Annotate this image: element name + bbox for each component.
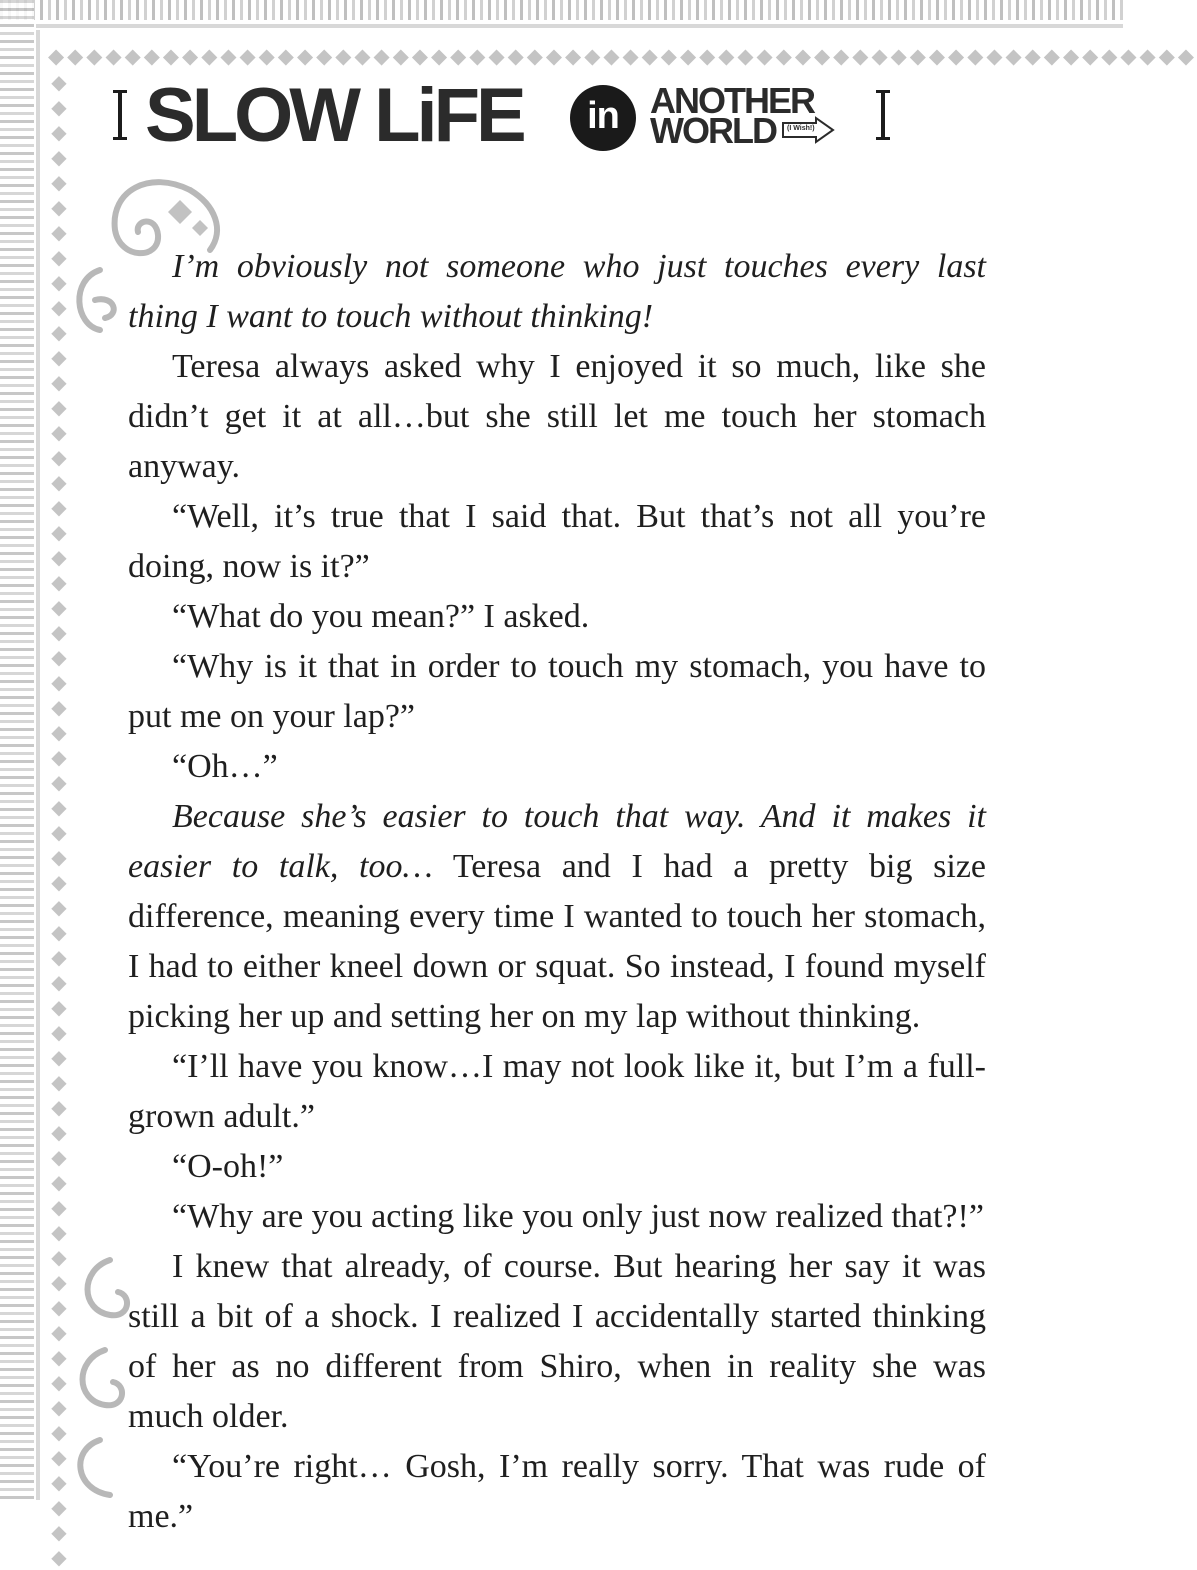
narrative-text: Teresa and I had a pretty big size difference, meaning every time I wanted to touch her stomach, I had to either kneel down or squat. So instead, I found myself picking her up and setting her on my lap without thinking. bbox=[128, 848, 987, 1035]
italic-thought-text: I’m obviously not someone who just touches every last thing I want to touch without thinking! bbox=[128, 248, 986, 335]
paragraph bbox=[128, 742, 986, 792]
paragraph bbox=[128, 1192, 986, 1242]
paragraph bbox=[128, 592, 986, 642]
logo-i-wish: (I Wish!) bbox=[787, 125, 815, 132]
narrative-text: “O-oh!” bbox=[172, 1148, 284, 1185]
top-decorative-border bbox=[0, 0, 1123, 20]
logo-in-badge: in bbox=[570, 85, 636, 151]
paragraph bbox=[128, 1142, 986, 1192]
paragraph bbox=[128, 342, 986, 492]
logo-another: ANOTHER bbox=[650, 80, 814, 121]
narrative-text: “What do you mean?” I asked. bbox=[172, 598, 590, 635]
paragraph bbox=[128, 642, 986, 742]
paragraph bbox=[128, 492, 986, 592]
paragraph bbox=[128, 242, 986, 342]
paragraph bbox=[128, 1042, 986, 1142]
header-right-bracket bbox=[881, 90, 885, 140]
narrative-text: “Why is it that in order to touch my stomach, you have to put me on your lap?” bbox=[128, 648, 986, 735]
header-left-bracket bbox=[118, 90, 122, 140]
narrative-text: “You’re right… Gosh, I’m really sorry. That was rude of me.” bbox=[128, 1448, 986, 1535]
logo-slow-life: SLOW LiFE bbox=[145, 73, 523, 158]
narrative-text: “Well, it’s true that I said that. But that’s not all you’re doing, now is it?” bbox=[128, 498, 986, 585]
narrative-text: I knew that already, of course. But hearing her say it was still a bit of a shock. I realized I accidentally started thinking of her as no different from Shiro, when in reality she was much older. bbox=[128, 1248, 986, 1435]
top-border-rule bbox=[36, 24, 1123, 28]
narrative-text: “Why are you acting like you only just now realized that?!” bbox=[172, 1198, 984, 1235]
narrative-text: Teresa always asked why I enjoyed it so much, like she didn’t get it at all…but she still let me touch her stomach anyway. bbox=[128, 348, 986, 485]
narrative-text: “I’ll have you know…I may not look like it, but I’m a full-grown adult.” bbox=[128, 1048, 986, 1135]
diamond-border-column: ◆ ◆ ◆ ◆ ◆ ◆ ◆ ◆ ◆ ◆ ◆ ◆ ◆ ◆ ◆ ◆ ◆ ◆ ◆ ◆ ◆ ◆ ◆ ◆ ◆ ◆ ◆ ◆ ◆ ◆ ◆ ◆ ◆ ◆ ◆ ◆ ◆ ◆ ◆ ◆ ◆ ◆ ◆ ◆ ◆ ◆ ◆ ◆ ◆ ◆ ◆ ◆ ◆ ◆ ◆ ◆ ◆ ◆ ◆ ◆ bbox=[51, 70, 67, 1569]
paragraph bbox=[128, 792, 986, 1042]
narrative-text: “Oh…” bbox=[172, 748, 278, 785]
paragraph bbox=[128, 1242, 986, 1442]
body-text bbox=[128, 242, 986, 1542]
logo-world: WORLD bbox=[650, 110, 776, 151]
left-decorative-border bbox=[0, 0, 34, 1500]
diamond-border-row: ◆◆◆◆◆◆◆◆◆◆◆◆◆◆◆◆◆◆◆◆◆◆◆◆◆◆◆◆◆◆◆◆◆◆◆◆◆◆◆◆◆◆◆◆◆◆◆◆◆◆◆◆◆◆◆◆◆◆◆◆ bbox=[48, 44, 1197, 68]
book-title-header bbox=[100, 73, 920, 162]
paragraph bbox=[128, 1442, 986, 1542]
italic-thought-text: Because she’s easier to touch that way. And it makes it easier to talk, too… bbox=[128, 798, 986, 885]
